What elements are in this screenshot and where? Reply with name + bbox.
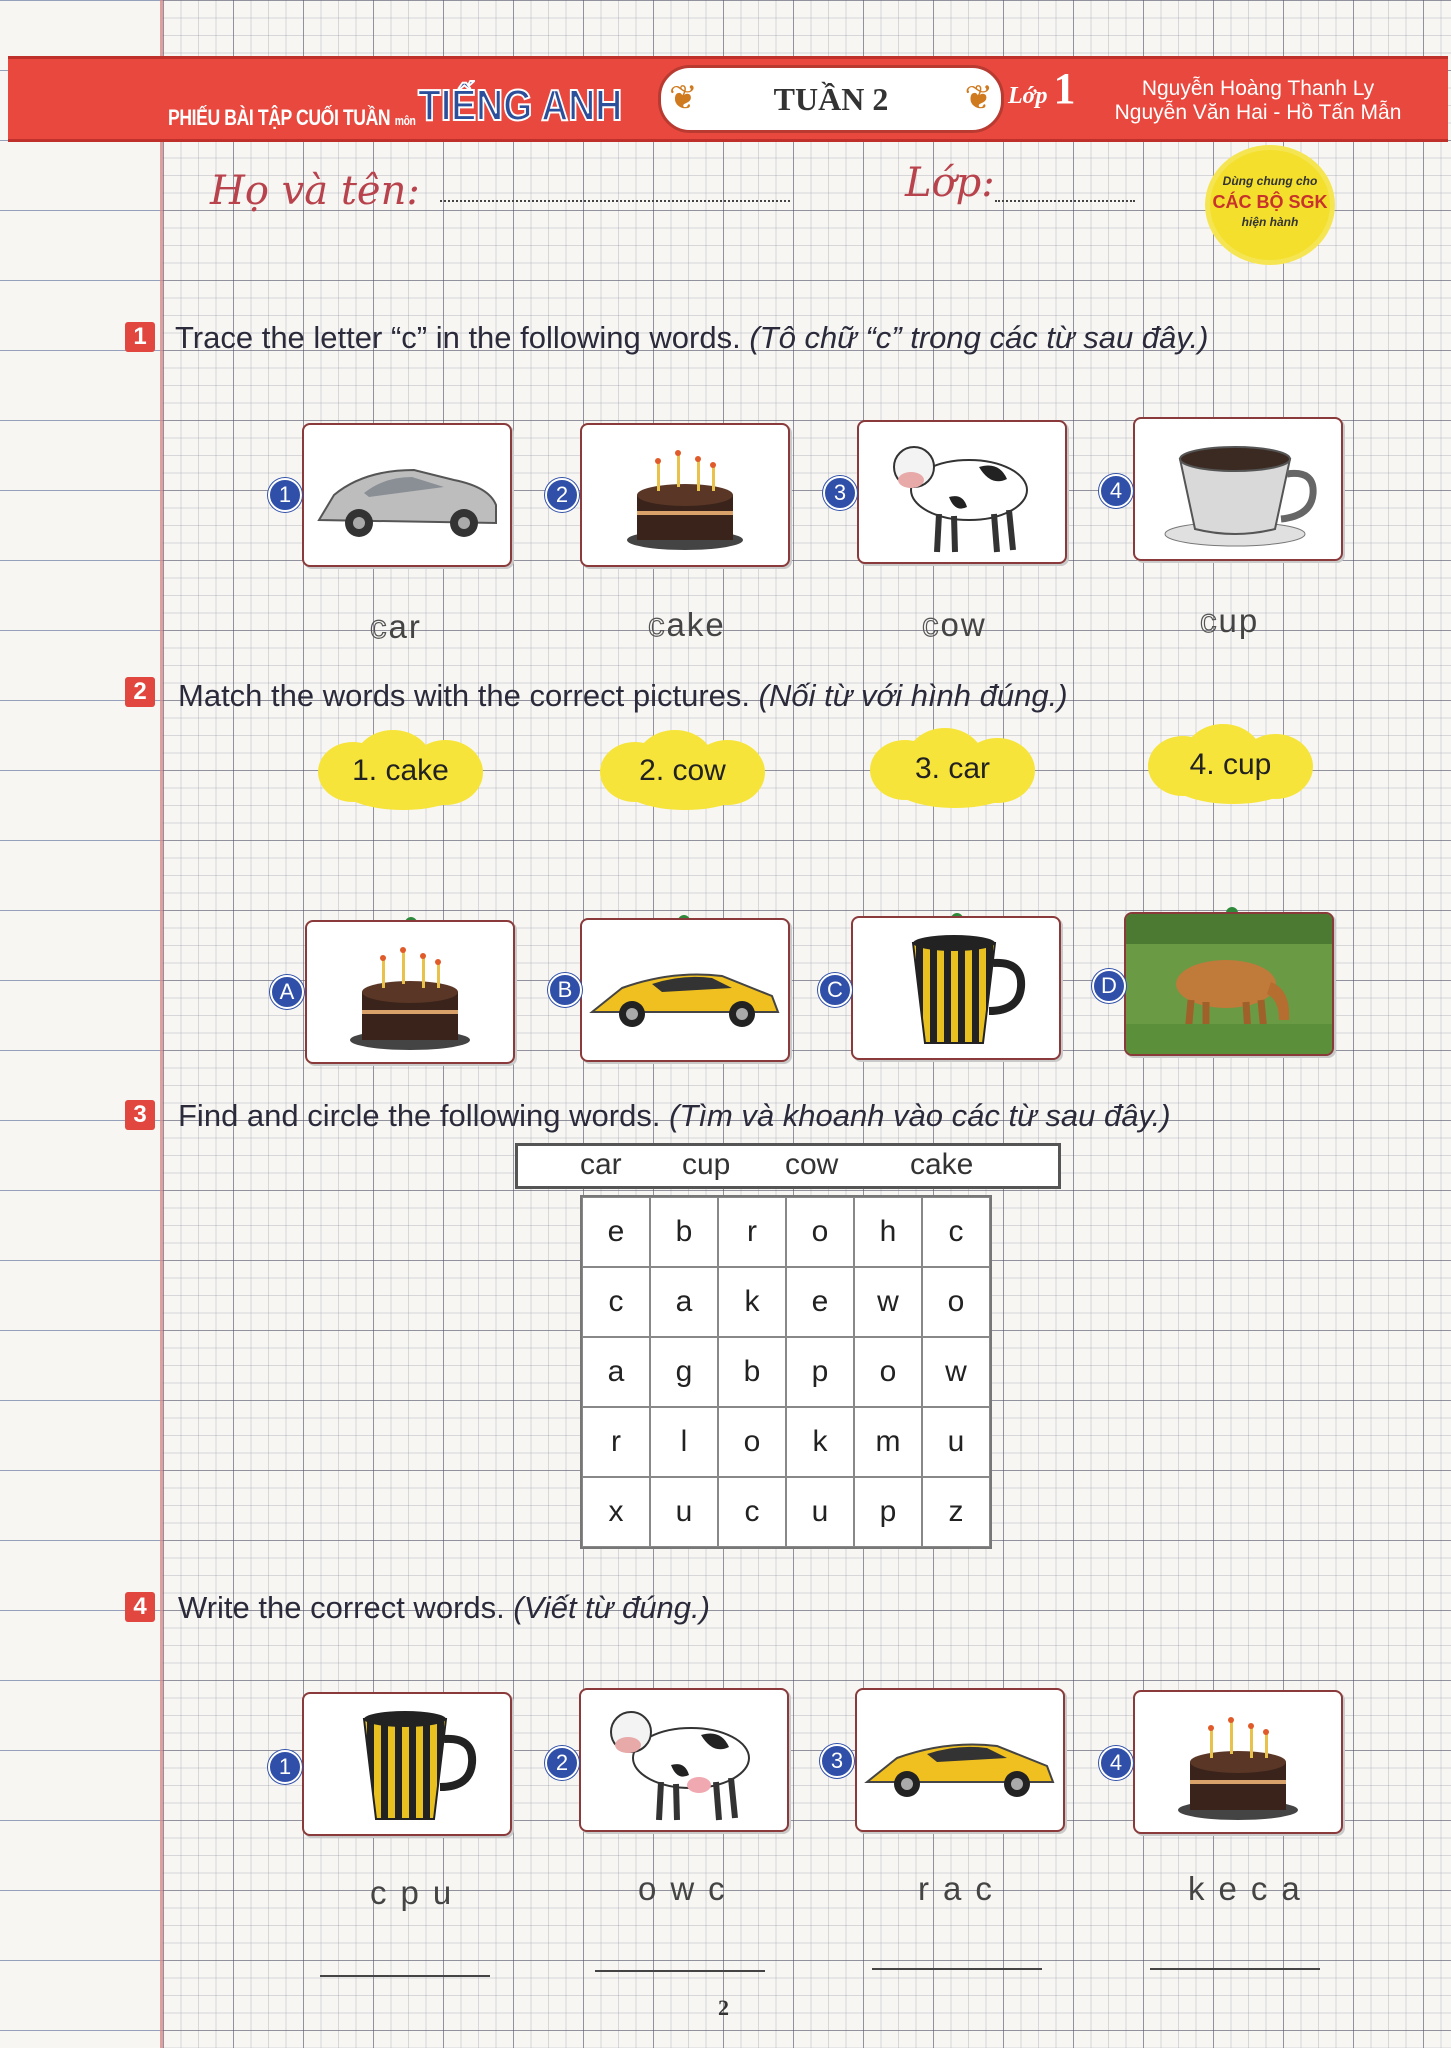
grid-cell[interactable]: u <box>922 1407 990 1477</box>
cake-icon <box>1135 1692 1341 1832</box>
section-number: 4 <box>125 1592 155 1622</box>
scrambled-word: cpu <box>370 1874 466 1911</box>
grid-cell[interactable]: c <box>922 1197 990 1267</box>
word-cloud-cow[interactable]: 2. cow <box>600 730 765 810</box>
grid-cell[interactable]: r <box>582 1407 650 1477</box>
grid-cell[interactable]: u <box>786 1477 854 1547</box>
grid-cell[interactable]: h <box>854 1197 922 1267</box>
cake-picture <box>580 423 790 567</box>
authors: Nguyễn Hoàng Thanh Ly Nguyễn Văn Hai - Hồ Tấn Mẫn <box>1114 77 1402 124</box>
letter-grid <box>580 1195 992 1549</box>
scrambled-word: rac <box>918 1870 1006 1907</box>
header-banner <box>8 56 1448 142</box>
cow-icon <box>581 1690 787 1830</box>
grid-cell[interactable]: o <box>922 1267 990 1337</box>
grid-cell[interactable]: w <box>854 1267 922 1337</box>
item-number: 3 <box>823 476 857 510</box>
grid-cell[interactable]: c <box>718 1477 786 1547</box>
write-picture-4 <box>1133 1690 1343 1834</box>
grid-cell[interactable]: p <box>854 1477 922 1547</box>
write-picture-3 <box>855 1688 1065 1832</box>
section-instruction: Match the words with the correct pictures. (Nối từ với hình đúng.) <box>178 678 1068 713</box>
trace-word-cake[interactable]: cake <box>648 606 726 643</box>
grid-cell[interactable]: e <box>786 1267 854 1337</box>
textbook-badge: Dùng chung cho CÁC BỘ SGK hiện hành <box>1210 150 1330 260</box>
grid-cell[interactable]: b <box>718 1337 786 1407</box>
class-label: Lớp: <box>905 160 995 206</box>
word-cloud-cake[interactable]: 1. cake <box>318 730 483 810</box>
item-number: 3 <box>820 1744 854 1778</box>
picture-letter-d: D <box>1092 969 1126 1003</box>
grid-cell[interactable]: z <box>922 1477 990 1547</box>
cake-icon <box>582 425 788 565</box>
grid-cell[interactable]: m <box>854 1407 922 1477</box>
header-subject: TIẾNG ANH <box>418 81 623 130</box>
cow-icon <box>859 422 1065 562</box>
sports-car-icon <box>582 920 788 1060</box>
word-cloud-car[interactable]: 3. car <box>870 728 1035 808</box>
grid-cell[interactable]: a <box>650 1267 718 1337</box>
item-number: 2 <box>545 1746 579 1780</box>
item-number: 2 <box>545 478 579 512</box>
picture-letter-c: C <box>818 973 852 1007</box>
grid-cell[interactable]: o <box>854 1337 922 1407</box>
grid-cell[interactable]: b <box>650 1197 718 1267</box>
section-number: 3 <box>125 1100 155 1130</box>
picture-letter-a: A <box>270 975 304 1009</box>
grazing-cow-photo <box>1126 914 1332 1054</box>
item-number: 4 <box>1099 1746 1133 1780</box>
page-number: 2 <box>718 1995 729 2020</box>
grid-cell[interactable]: w <box>922 1337 990 1407</box>
item-number: 1 <box>268 1750 302 1784</box>
grid-cell[interactable]: k <box>786 1407 854 1477</box>
ornament-icon: ❦ <box>669 79 698 117</box>
answer-line-2[interactable] <box>595 1970 765 1972</box>
striped-cup-icon <box>853 918 1059 1058</box>
section-instruction: Trace the letter “c” in the following words. (Tô chữ “c” trong các từ sau đây.) <box>175 320 1209 355</box>
trace-word-cow[interactable]: cow <box>922 606 987 643</box>
grid-cell[interactable]: o <box>786 1197 854 1267</box>
grid-cell[interactable]: k <box>718 1267 786 1337</box>
class-field[interactable] <box>995 200 1135 202</box>
answer-line-3[interactable] <box>872 1968 1042 1970</box>
grid-cell[interactable]: a <box>582 1337 650 1407</box>
trace-word-cup[interactable]: cup <box>1200 602 1260 639</box>
answer-line-4[interactable] <box>1150 1968 1320 1970</box>
section-number: 2 <box>125 677 155 707</box>
name-label: Họ và tên: <box>210 168 420 214</box>
left-margin <box>0 0 162 2048</box>
grid-cell[interactable]: p <box>786 1337 854 1407</box>
grid-cell[interactable]: o <box>718 1407 786 1477</box>
name-field[interactable] <box>440 200 790 202</box>
cake-icon <box>307 922 513 1062</box>
picture-a[interactable] <box>305 920 515 1064</box>
grid-cell[interactable]: e <box>582 1197 650 1267</box>
section-instruction: Write the correct words. (Viết từ đúng.) <box>178 1590 710 1625</box>
week-label: ❦ TUẦN 2 ❦ <box>658 65 1004 133</box>
word-cloud-cup[interactable]: 4. cup <box>1148 724 1313 804</box>
grid-cell[interactable]: r <box>718 1197 786 1267</box>
grid-cell[interactable]: u <box>650 1477 718 1547</box>
answer-line-1[interactable] <box>320 1975 490 1977</box>
item-number: 1 <box>268 478 302 512</box>
write-picture-1 <box>302 1692 512 1836</box>
item-number: 4 <box>1099 474 1133 508</box>
cow-picture <box>857 420 1067 564</box>
car-picture <box>302 423 512 567</box>
header-subtitle: PHIẾU BÀI TẬP CUỐI TUẦN môn <box>168 105 416 130</box>
section-number: 1 <box>125 322 155 352</box>
picture-d[interactable] <box>1124 912 1334 1056</box>
picture-b[interactable] <box>580 918 790 1062</box>
striped-cup-icon <box>304 1694 510 1834</box>
ornament-icon: ❦ <box>964 79 993 117</box>
picture-c[interactable] <box>851 916 1061 1060</box>
margin-line <box>160 0 163 2048</box>
cup-picture <box>1133 417 1343 561</box>
picture-letter-b: B <box>548 973 582 1007</box>
sports-car-icon <box>857 1690 1063 1830</box>
trace-word-car[interactable]: car <box>370 608 422 645</box>
scrambled-word: keca <box>1188 1870 1314 1907</box>
word-list: car cup cow cake <box>515 1143 1061 1189</box>
grid-cell[interactable]: g <box>650 1337 718 1407</box>
grid-cell[interactable]: l <box>650 1407 718 1477</box>
grade-label: Lớp 1 <box>1008 64 1076 113</box>
grid-cell[interactable]: x <box>582 1477 650 1547</box>
car-icon <box>304 425 510 565</box>
grid-cell[interactable]: c <box>582 1267 650 1337</box>
section-instruction: Find and circle the following words. (Tìm và khoanh vào các từ sau đây.) <box>178 1098 1171 1133</box>
cup-icon <box>1135 419 1341 559</box>
scrambled-word: owc <box>638 1870 739 1907</box>
write-picture-2 <box>579 1688 789 1832</box>
